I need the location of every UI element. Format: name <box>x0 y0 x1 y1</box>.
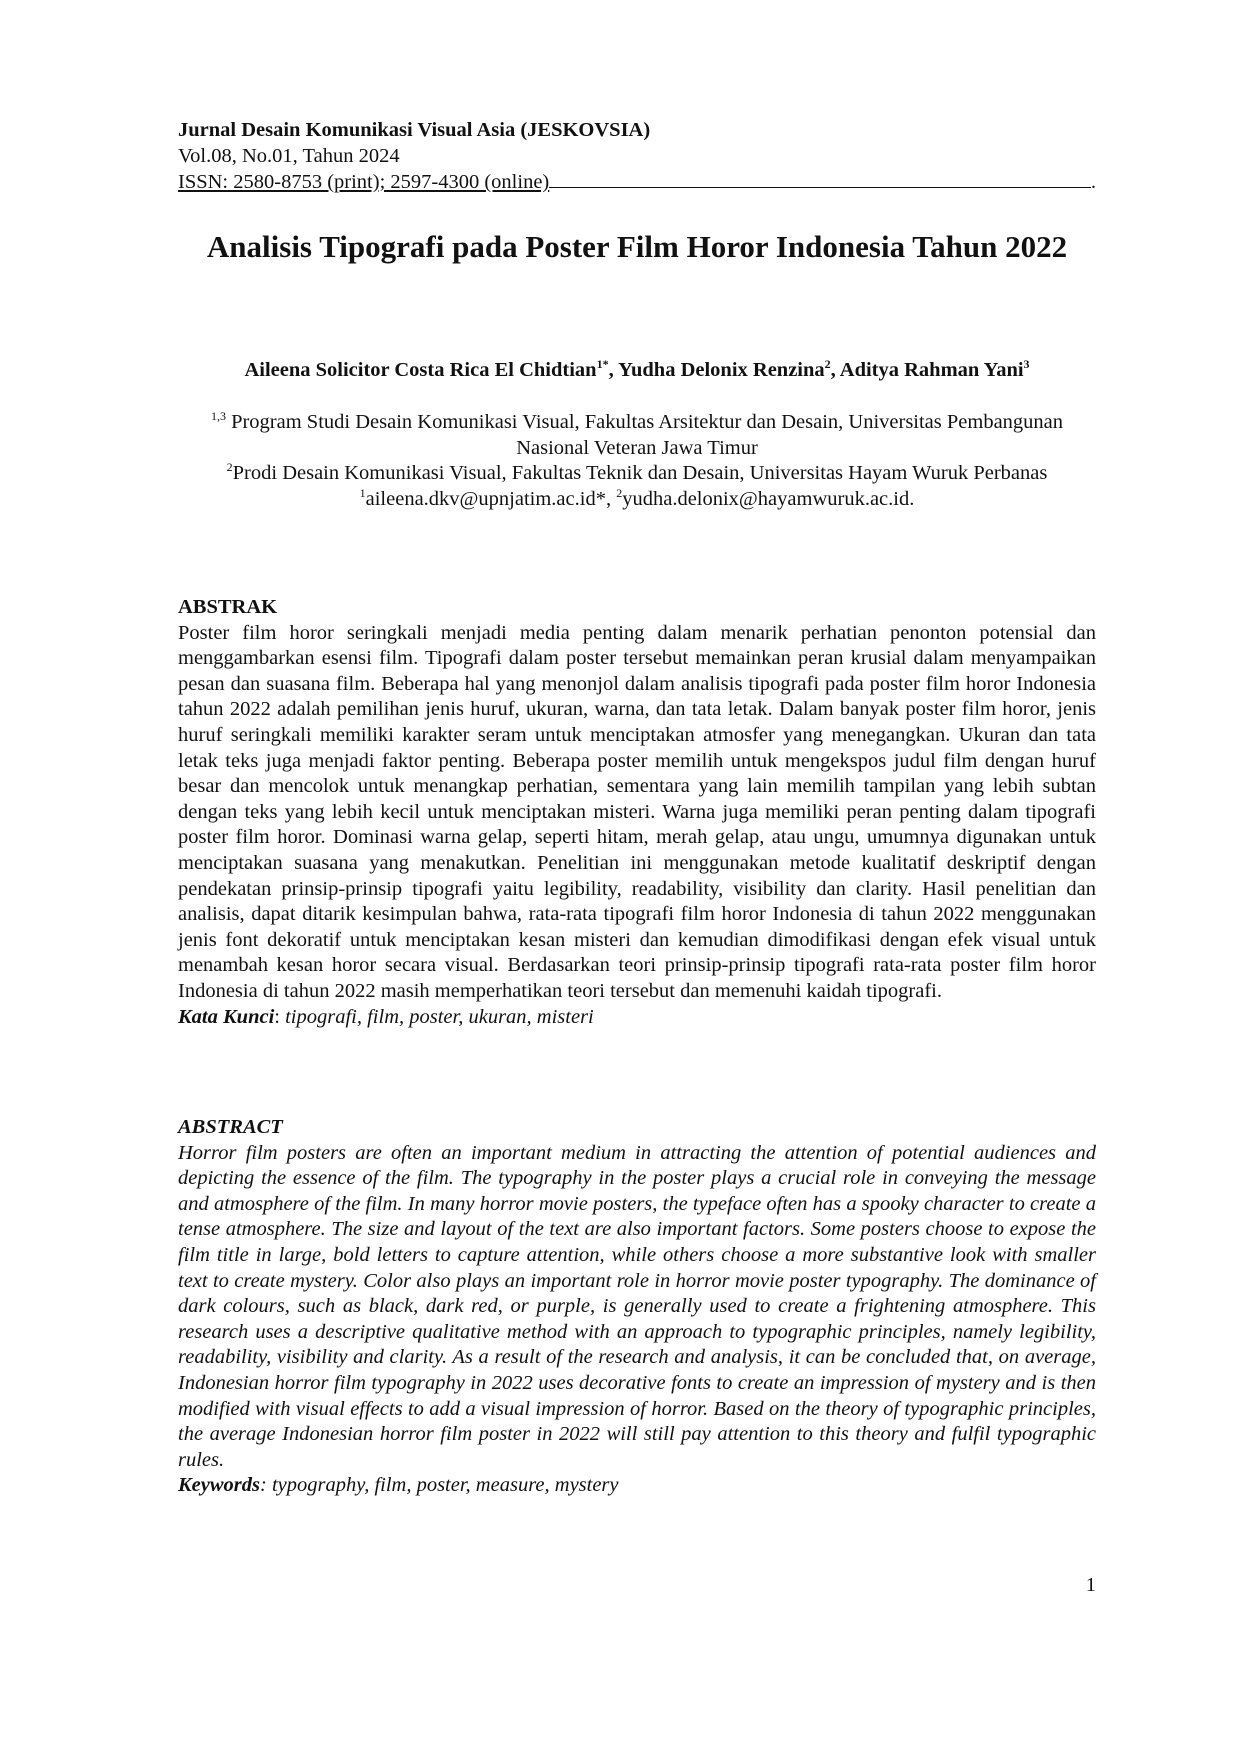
email-link[interactable]: yudha.delonix@hayamwuruk.ac.id. <box>622 487 915 510</box>
email-separator: , <box>605 487 617 510</box>
abstrak-section <box>178 595 1096 1030</box>
abstract-text: Horror film posters are often an important medium in attracting the attention of potential audiences and depicting the essence of the film. The typography in the poster plays a crucial role in conveying the message and atmosphere of the film. In many horror movie posters, the typeface often has a spooky character to create a tense atmosphere. The size and layout of the text are also important factors. Some posters choose to expose the film title in large, bold letters to capture attention, while others choose a more substantive look with smaller text to create mystery. Color also plays an important role in horror movie poster typography. The dominance of dark colours, such as black, dark red, or purple, is generally used to create a frightening atmosphere. This research uses a descriptive qualitative method with an approach to typographic principles, namely legibility, readability, visibility and clarity. As a result of the research and analysis, it can be concluded that, on average, Indonesian horror film typography in 2022 uses decorative fonts to create an impression of mystery and is then modified with visual effects to add a visual impression of horror. Based on the theory of typographic principles, the average Indonesian horror film poster in 2022 will still pay attention to this theory and fulfil typographic rules. <box>178 1141 1096 1471</box>
author-separator: , <box>608 359 619 381</box>
abstract-heading: ABSTRACT <box>178 1116 283 1138</box>
author-list <box>150 357 1124 383</box>
author-name: Yudha Delonix Renzina <box>618 359 825 381</box>
abstrak-keywords <box>178 1005 1096 1031</box>
journal-header <box>178 117 1096 195</box>
issn-line <box>178 169 1096 195</box>
abstrak-heading: ABSTRAK <box>178 596 278 618</box>
author-affiliation-mark: 2 <box>824 357 831 372</box>
keywords-label: Keywords <box>178 1474 260 1497</box>
affiliation-mark: 2 <box>226 460 233 475</box>
affiliation-mark: 1,3 <box>210 409 226 424</box>
abstract-section <box>178 1115 1096 1499</box>
author-emails <box>178 487 1096 513</box>
issn: ISSN: 2580-8753 (print); 2597-4300 (online) <box>178 171 550 193</box>
header-rule <box>549 186 1091 188</box>
author-affiliation-mark: 3 <box>1023 357 1030 372</box>
keywords-label: Kata Kunci <box>178 1005 275 1028</box>
affiliation <box>178 461 1096 487</box>
author-name: Aditya Rahman Yani <box>839 359 1024 381</box>
affiliations <box>178 410 1096 512</box>
header-rule-end: . <box>1091 171 1096 193</box>
abstrak-text: Poster film horor seringkali menjadi media penting dalam menarik perhatian penonton potensial dan menggambarkan esensi film. Tipografi dalam poster tersebut memainkan peran krusial dalam menyampaikan pesan dan suasana film. Beberapa hal yang menonjol dalam analisis tipografi pada poster film horor Indonesia tahun 2022 adalah pemilihan jenis huruf, ukuran, warna, dan tata letak. Dalam banyak poster film horor, jenis huruf seringkali memiliki karakter seram untuk menciptakan atmosfer yang menegangkan. Ukuran dan tata letak teks juga menjadi faktor penting. Beberapa poster memilih untuk mengekspos judul film dengan huruf besar dan mencolok untuk menangkap perhatian, sementara yang lain memilih tampilan yang lebih subtan dengan teks yang lebih kecil untuk menciptakan misteri. Warna juga memiliki peran penting dalam tipografi poster film horor. Dominasi warna gelap, seperti hitam, merah gelap, atau ungu, umumnya digunakan untuk menciptakan suasana yang menakutkan. Penelitian ini menggunakan metode kualitatif deskriptif dengan pendekatan prinsip-prinsip tipografi yaitu legibility, readability, visibility dan clarity. Hasil penelitian dan analisis, dapat ditarik kesimpulan bahwa, rata-rata tipografi film horor Indonesia di tahun 2022 menggunakan jenis font dekoratif untuk menciptakan kesan misteri dan kemudian dimodifikasi dengan efek visual untuk menambah kesan horor secara visual. Berdasarkan teori prinsip-prinsip tipografi rata-rata poster film horor Indonesia di tahun 2022 masih memperhatikan teori tersebut dan memenuhi kaidah tipografi. <box>178 621 1096 1002</box>
keywords-separator: : <box>274 1005 286 1028</box>
affiliation-text: Program Studi Desain Komunikasi Visual, Fakultas Arsitektur dan Desain, Universitas Pembangunan Nasional Veteran Jawa Timur <box>225 411 1064 459</box>
author-separator: , <box>830 359 840 381</box>
keywords-separator: : <box>260 1474 272 1497</box>
email-mark: 1 <box>359 485 366 500</box>
journal-name: Jurnal Desain Komunikasi Visual Asia (JESKOVSIA) <box>178 119 651 141</box>
keywords-values: tipografi, film, poster, ukuran, misteri <box>285 1005 594 1028</box>
affiliation-text: Prodi Desain Komunikasi Visual, Fakultas Teknik dan Desain, Universitas Hayam Wuruk Perbanas <box>232 462 1048 484</box>
author-affiliation-mark: 1* <box>596 357 609 372</box>
author-name: Aileena Solicitor Costa Rica El Chidtian <box>244 359 597 381</box>
abstract-keywords <box>178 1473 1096 1499</box>
page-number: 1 <box>1085 1574 1096 1596</box>
journal-volume: Vol.08, No.01, Tahun 2024 <box>178 145 400 167</box>
keywords-values: typography, film, poster, measure, mystery <box>271 1474 619 1497</box>
paper-title: Analisis Tipografi pada Poster Film Horor Indonesia Tahun 2022 <box>206 229 1068 264</box>
email-link[interactable]: aileena.dkv@upnjatim.ac.id* <box>365 487 606 510</box>
affiliation <box>178 410 1096 461</box>
email-mark: 2 <box>616 485 623 500</box>
